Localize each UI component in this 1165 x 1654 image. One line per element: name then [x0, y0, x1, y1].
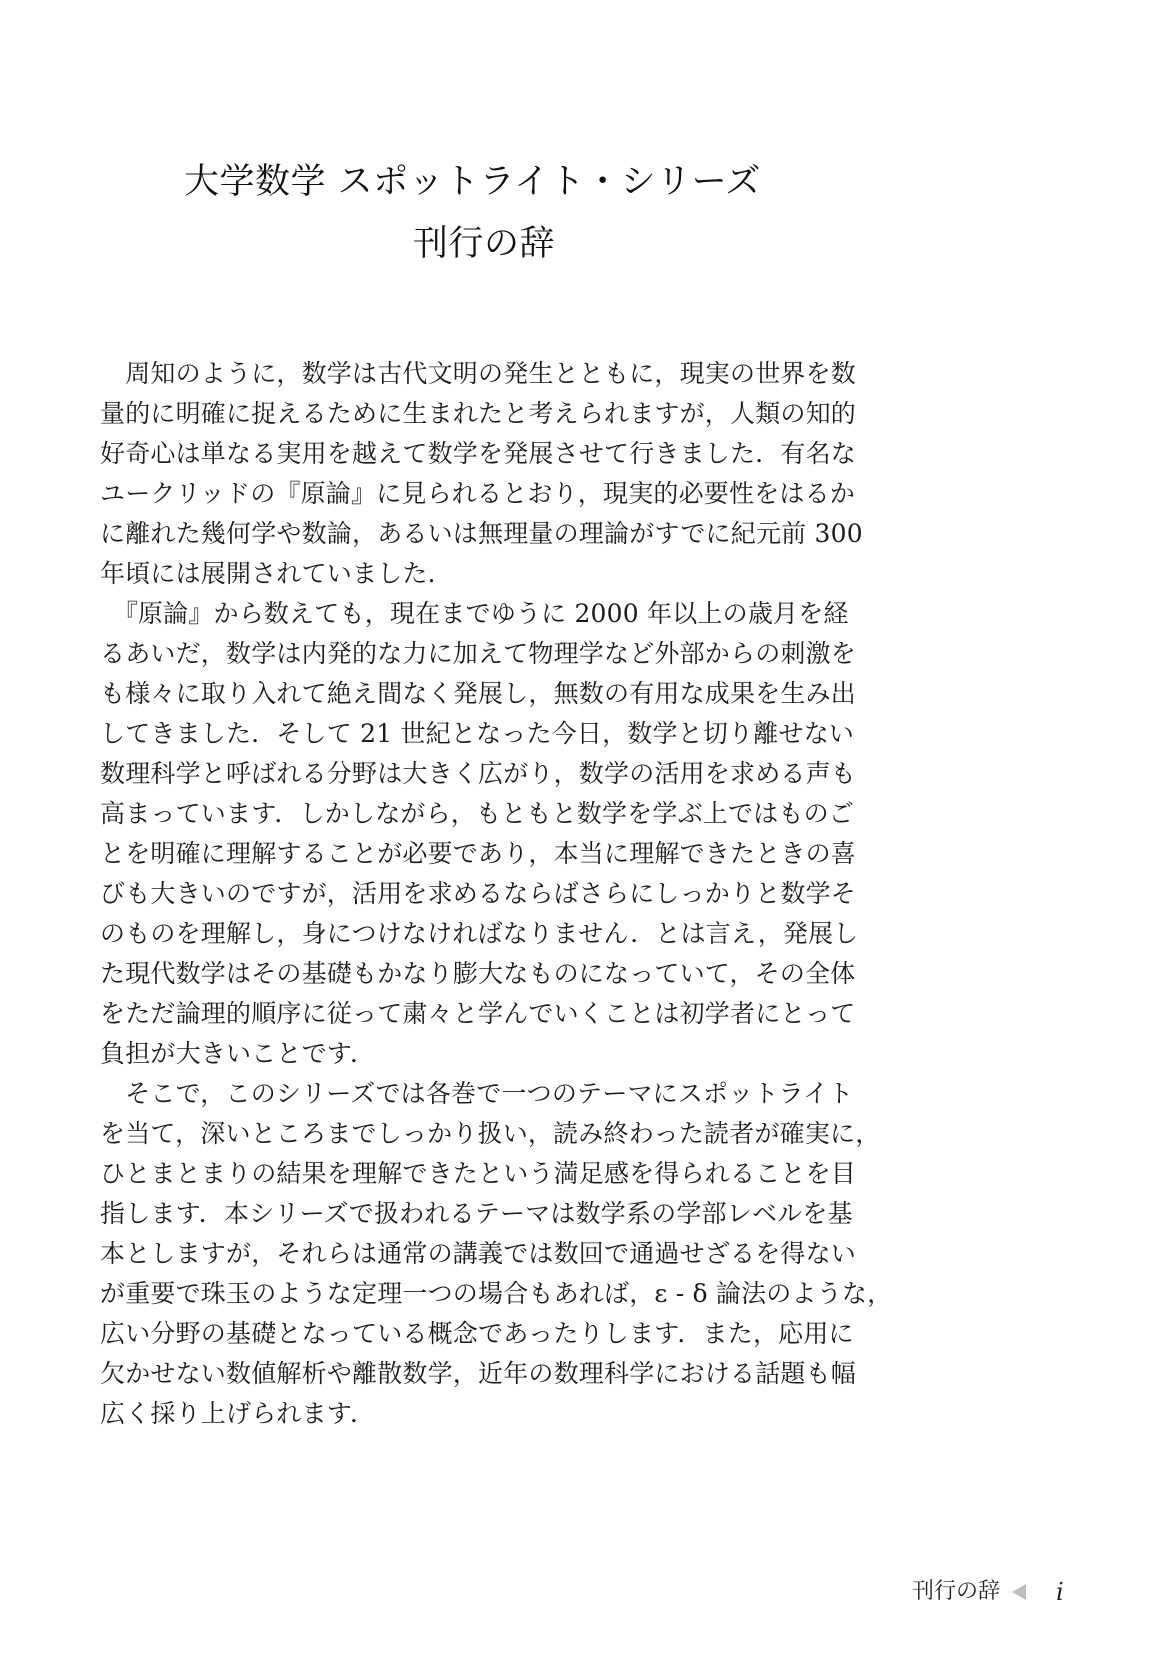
text-line: に離れた幾何学や数論，あるいは無理量の理論がすでに紀元前 300	[100, 519, 863, 548]
text-line: 年頃には展開されていました．	[100, 559, 453, 588]
text-line: 指します．本シリーズで扱われるテーマは数学系の学部レベルを基	[100, 1199, 853, 1228]
text-line: 広い分野の基礎となっている概念であったりします．また，応用に	[100, 1319, 854, 1348]
text-line: ひとまとまりの結果を理解できたという満足感を得られることを目	[100, 1159, 857, 1188]
text-line: るあいだ，数学は内発的な力に加えて物理学など外部からの刺激を	[100, 639, 857, 668]
text-line: をただ論理的順序に従って粛々と学んでいくことは初学者にとって	[100, 999, 856, 1028]
text-line: が重要で珠玉のような定理一つの場合もあれば，ε - δ 論法のような，	[100, 1279, 893, 1308]
text-line: を当て，深いところまでしっかり扱い，読み終わった読者が確実に，	[100, 1119, 881, 1148]
text-line: 量的に明確に捉えるために生まれたと考えられますが，人類の知的	[100, 399, 857, 428]
text-line: 周知のように，数学は古代文明の発生とともに，現実の世界を数	[100, 359, 857, 388]
text-line: そこで，このシリーズでは各巻で一つのテーマにスポットライト	[100, 1079, 854, 1108]
text-line: ユークリッドの『原論』に見られるとおり，現実的必要性をはるか	[100, 479, 856, 508]
text-line: びも大きいのですが，活用を求めるならばさらにしっかりと数学そ	[100, 879, 857, 908]
text-line: してきました．そして 21 世紀となった今日，数学と切り離せない	[100, 719, 855, 748]
preface-heading: 刊行の辞	[413, 224, 556, 264]
running-title: 刊行の辞	[912, 1579, 1001, 1604]
page-footer	[0, 1578, 1165, 1608]
text-line: 本としますが，それらは通常の講義では数回で通過せざるを得ない	[100, 1239, 857, 1268]
left-triangle-icon	[1012, 1584, 1026, 1600]
text-line: 数理科学と呼ばれる分野は大きく広がり，数学の活用を求める声も	[100, 759, 857, 788]
text-line: も様々に取り入れて絶え間なく発展し，無数の有用な成果を生み出	[100, 679, 857, 708]
page-number: i	[1056, 1578, 1064, 1606]
text-line: 広く採り上げられます．	[100, 1399, 376, 1428]
text-line: 好奇心は単なる実用を越えて数学を発展させて行きました．有名な	[100, 439, 857, 468]
text-line: た現代数学はその基礎もかなり膨大なものになっていて，その全体	[100, 959, 856, 988]
text-line: のものを理解し，身につけなければなりません．とは言え，発展し	[100, 919, 859, 948]
text-line: 欠かせない数値解析や離散数学，近年の数理科学における話題も幅	[100, 1359, 857, 1388]
series-title: 大学数学 スポットライト・シリーズ	[184, 162, 761, 202]
text-line: とを明確に理解することが必要であり，本当に理解できたときの喜	[100, 839, 857, 868]
text-line: 負担が大きいことです．	[100, 1039, 376, 1068]
text-line: 『原論』から数えても，現在までゆうに 2000 年以上の歳月を経	[100, 599, 849, 628]
text-line: 高まっています．しかしながら，もともと数学を学ぶ上ではものご	[100, 799, 855, 828]
